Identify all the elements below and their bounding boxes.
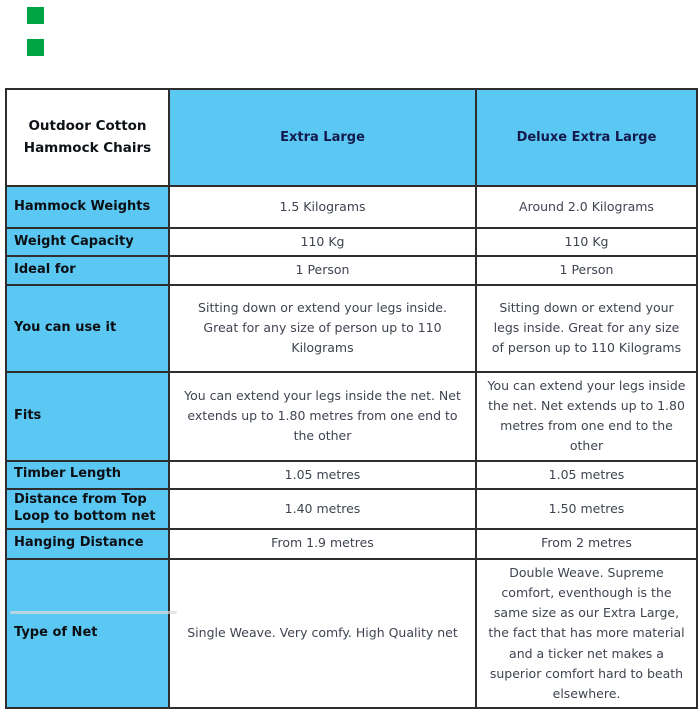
row-label: Type of Net	[6, 559, 169, 709]
value-cell-deluxe-extra-large: Double Weave. Supreme comfort, eventhough is the same size as our Extra Large, the fact that has more material and a ticker net makes a superior comfort hard to beath elsewhere.	[476, 559, 697, 709]
column-header-deluxe-extra-large: Deluxe Extra Large	[476, 89, 697, 186]
table-row-hammock-weights	[6, 186, 697, 228]
value-cell-extra-large: 1.05 metres	[169, 461, 476, 489]
row-label: Weight Capacity	[6, 228, 169, 256]
value-cell-extra-large: 1.40 metres	[169, 489, 476, 529]
green-square-icon	[27, 7, 44, 24]
row-label: Ideal for	[6, 256, 169, 284]
table-row-timber-length	[6, 461, 697, 489]
row-label: Timber Length	[6, 461, 169, 489]
row-label: Fits	[6, 372, 169, 461]
value-cell-extra-large: Sitting down or extend your legs inside. Great for any size of person up to 110 Kilograms	[169, 285, 476, 372]
row-label: Distance from Top Loop to bottom net	[6, 489, 169, 529]
value-cell-deluxe-extra-large: 110 Kg	[476, 228, 697, 256]
value-cell-extra-large: You can extend your legs inside the net. Net extends up to 1.80 metres from one end to the other	[169, 372, 476, 461]
value-cell-deluxe-extra-large: 1.50 metres	[476, 489, 697, 529]
product-title-cell: Outdoor Cotton Hammock Chairs	[6, 89, 169, 186]
value-cell-deluxe-extra-large: 1.05 metres	[476, 461, 697, 489]
value-cell-extra-large: From 1.9 metres	[169, 529, 476, 559]
table-row-hanging-distance	[6, 529, 697, 559]
value-cell-deluxe-extra-large: You can extend your legs inside the net. Net extends up to 1.80 metres from one end to the other	[476, 372, 697, 461]
table-row-you-can-use-it	[6, 285, 697, 372]
table-shadow	[10, 611, 177, 614]
table-row-fits	[6, 372, 697, 461]
value-cell-extra-large: Single Weave. Very comfy. High Quality net	[169, 559, 476, 709]
table-row-weight-capacity	[6, 228, 697, 256]
value-cell-extra-large: 1 Person	[169, 256, 476, 284]
value-cell-deluxe-extra-large: Around 2.0 Kilograms	[476, 186, 697, 228]
value-cell-extra-large: 110 Kg	[169, 228, 476, 256]
row-label: Hammock Weights	[6, 186, 169, 228]
value-cell-extra-large: 1.5 Kilograms	[169, 186, 476, 228]
value-cell-deluxe-extra-large: 1 Person	[476, 256, 697, 284]
comparison-table	[5, 88, 698, 709]
table-row-distance-top-loop	[6, 489, 697, 529]
row-label: You can use it	[6, 285, 169, 372]
table-header-row	[6, 89, 697, 186]
value-cell-deluxe-extra-large: From 2 metres	[476, 529, 697, 559]
row-label: Hanging Distance	[6, 529, 169, 559]
value-cell-deluxe-extra-large: Sitting down or extend your legs inside. Great for any size of person up to 110 Kilograms	[476, 285, 697, 372]
table-row-type-of-net	[6, 559, 697, 709]
green-square-icon	[27, 39, 44, 56]
table-row-ideal-for	[6, 256, 697, 284]
column-header-extra-large: Extra Large	[169, 89, 476, 186]
